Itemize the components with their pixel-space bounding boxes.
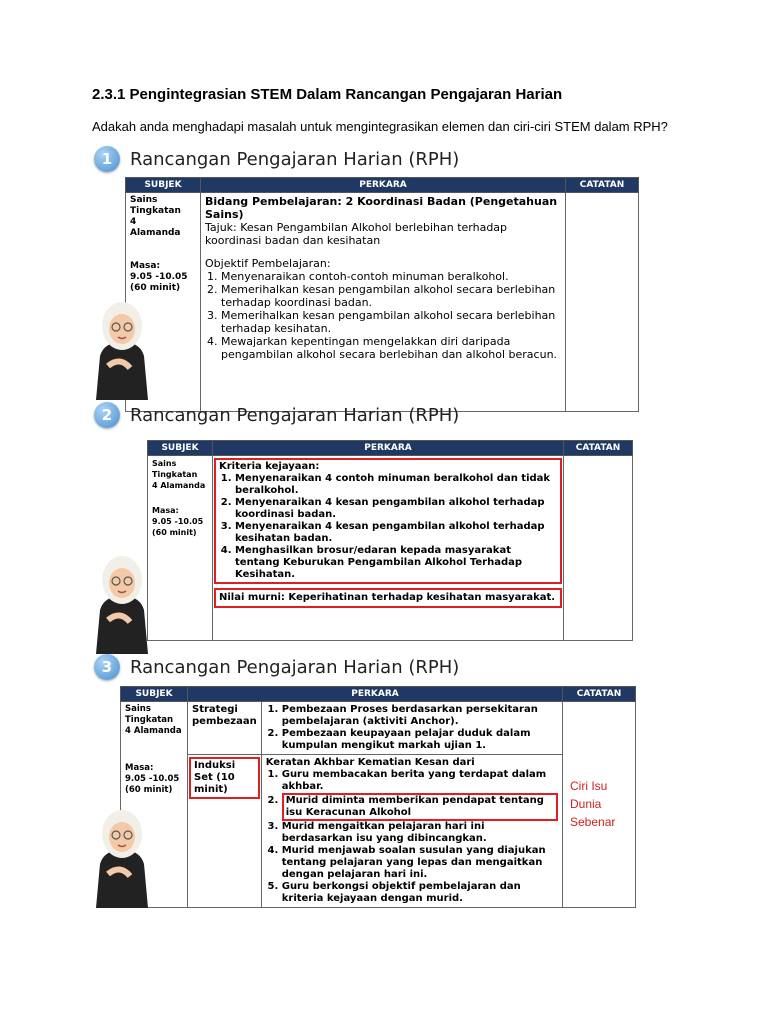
hijab-avatar-icon <box>90 296 154 400</box>
induksi-label-cell <box>188 755 262 908</box>
hijab-avatar-icon <box>90 804 154 908</box>
section-2-header <box>94 402 459 428</box>
list-item: 2. Menyenaraikan 4 kesan pengambilan alkohol terhadap koordinasi badan. <box>235 497 557 521</box>
subject-cell: Sains Tingkatan 4 Alamanda Masa: 9.05 -10.05 (60 minit) <box>126 193 201 412</box>
catatan-cell <box>566 193 639 412</box>
section-number-badge: 3 <box>94 654 120 680</box>
list-item: 2. Pembezaan keupayaan pelajar duduk dalam kumpulan mengikut markah ujian 1. <box>282 728 558 752</box>
strategi-label-cell: Strategi pembezaan <box>188 702 262 755</box>
bidang-text: Bidang Pembelajaran: 2 Koordinasi Badan (Pengetahuan Sains) <box>205 195 558 221</box>
rph-table-2 <box>147 440 633 641</box>
list-item: 4. Menghasilkan brosur/edaran kepada masyarakat tentang Keburukan Pengambilan Alkohol Terhadap Kesihatan. <box>235 545 557 581</box>
induksi-highlight-box: Induksi Set (10 minit) <box>189 757 260 799</box>
section-title: Rancangan Pengajaran Harian (RPH) <box>130 656 460 678</box>
page-heading: 2.3.1 Pengintegrasian STEM Dalam Rancangan Pengajaran Harian <box>92 86 563 103</box>
nilai-highlight-box: Nilai murni: Keperihatinan terhadap kesihatan masyarakat. <box>214 588 562 608</box>
strategi-list <box>266 704 558 752</box>
list-item: 1. Menyenaraikan contoh-contoh minuman beralkohol. <box>221 270 561 283</box>
catatan-cell <box>564 456 633 641</box>
section-1-header <box>94 146 459 172</box>
strategi-cell <box>261 702 562 755</box>
intro-text: Adakah anda menghadapi masalah untuk mengintegrasikan elemen dan ciri-ciri STEM dalam RPH? <box>92 119 668 134</box>
list-item: 3. Menyenaraikan 4 kesan pengambilan alkohol terhadap kesihatan badan. <box>235 521 557 545</box>
col-catatan: CATATAN <box>566 178 639 193</box>
list-item: 3. Murid mengaitkan pelajaran hari ini berdasarkan isu yang dibincangkan. <box>282 821 558 845</box>
col-catatan: CATATAN <box>564 441 633 456</box>
list-item: 5. Guru berkongsi objektif pembelajaran dan kriteria kejayaan dengan murid. <box>282 881 558 905</box>
section-number-badge: 2 <box>94 402 120 428</box>
subject-cell: Sains Tingkatan 4 Alamanda Masa: 9.05 -10.05 (60 minit) <box>121 702 188 908</box>
section-title: Rancangan Pengajaran Harian (RPH) <box>130 404 460 426</box>
hijab-avatar-icon <box>90 550 154 654</box>
col-catatan: CATATAN <box>563 687 636 702</box>
section-3-header <box>94 654 459 680</box>
list-item: 3. Memerihalkan kesan pengambilan alkohol secara berlebihan terhadap kesihatan. <box>221 309 561 335</box>
rph-table-1 <box>125 177 639 412</box>
induksi-cell <box>261 755 562 908</box>
kriteria-label: Kriteria kejayaan: <box>219 461 320 472</box>
list-item: 4. Murid menjawab soalan susulan yang diajukan tentang pelajaran yang lepas dan mengaitkan dengan pelajaran hari ini. <box>282 845 558 881</box>
kriteria-highlight-box <box>214 458 562 584</box>
objektif-label: Objektif Pembelajaran: <box>205 257 331 270</box>
subject-cell: Sains Tingkatan 4 Alamanda Masa: 9.05 -10.05 (60 minit) <box>148 456 213 641</box>
tajuk-text: Tajuk: Kesan Pengambilan Alkohol berlebihan terhadap koordinasi badan dan kesihatan <box>205 221 508 247</box>
list-item: 2. Memerihalkan kesan pengambilan alkohol secara berlebihan terhadap koordinasi badan. <box>221 283 561 309</box>
rph-table-3 <box>120 686 636 908</box>
section-number-badge: 1 <box>94 146 120 172</box>
section-title: Rancangan Pengajaran Harian (RPH) <box>130 148 460 170</box>
col-perkara: PERKARA <box>213 441 564 456</box>
col-perkara: PERKARA <box>188 687 563 702</box>
perkara-cell <box>213 456 564 641</box>
list-item: 1. Guru membacakan berita yang terdapat dalam akhbar. <box>282 769 558 793</box>
perkara-cell <box>201 193 566 412</box>
objektif-list <box>205 270 561 361</box>
kriteria-list <box>219 473 557 581</box>
induksi-list <box>266 769 558 905</box>
list-item: 4. Mewajarkan kepentingan mengelakkan diri daripada pengambilan alkohol secara berlebihan dan alkohol beracun. <box>221 335 561 361</box>
col-subjek: SUBJEK <box>121 687 188 702</box>
col-perkara: PERKARA <box>201 178 566 193</box>
catatan-note: Ciri Isu Dunia Sebenar <box>570 779 616 829</box>
list-item-highlighted: 2. Murid diminta memberikan pendapat tentang isu Keracunan Alkohol <box>282 793 558 821</box>
induksi-intro: Keratan Akhbar Kematian Kesan dari <box>265 757 475 768</box>
list-item: 1. Pembezaan Proses berdasarkan persekitaran pembelajaran (aktiviti Anchor). <box>282 704 558 728</box>
col-subjek: SUBJEK <box>148 441 213 456</box>
col-subjek: SUBJEK <box>126 178 201 193</box>
list-item: 1. Menyenaraikan 4 contoh minuman beralkohol dan tidak beralkohol. <box>235 473 557 497</box>
